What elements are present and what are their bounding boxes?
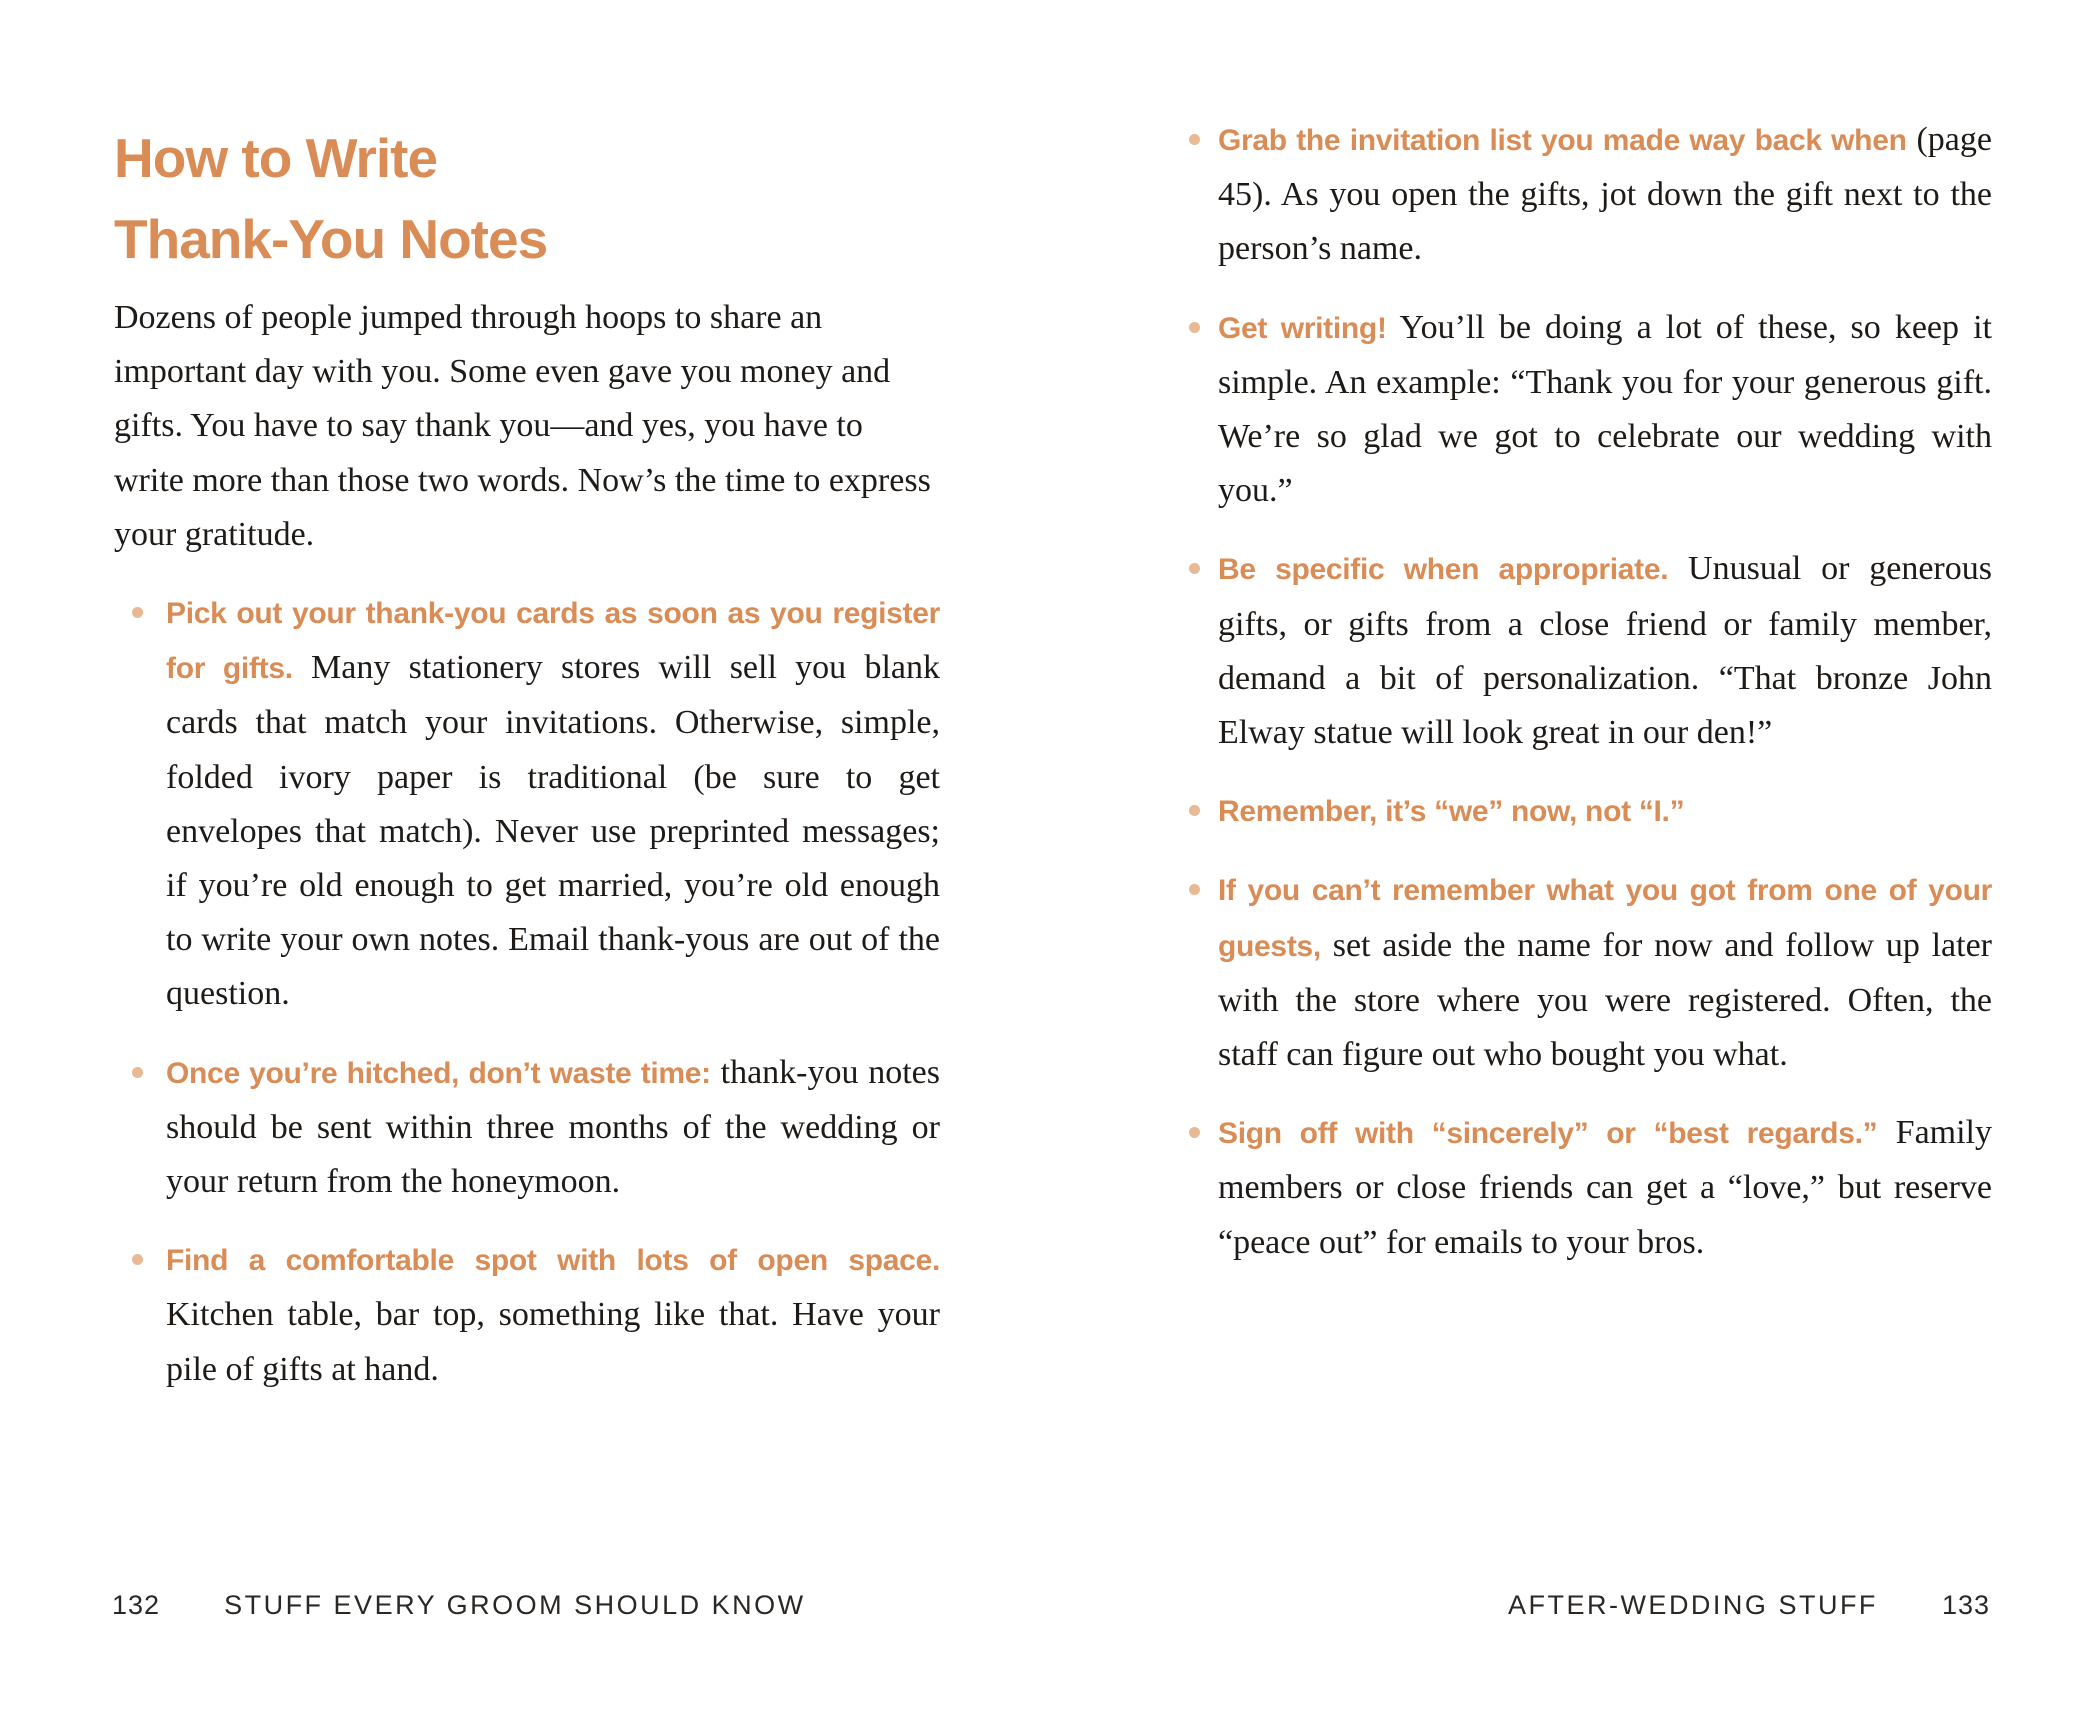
running-head: STUFF EVERY GROOM SHOULD KNOW: [224, 1590, 806, 1620]
bullet-icon: [132, 1067, 143, 1078]
tip-lead: Pick out your thank-you cards as soon as you register for gifts.: [166, 597, 940, 686]
section-title: [114, 118, 934, 280]
right-page-footer: [1508, 1588, 1990, 1622]
page-number: 133: [1941, 1590, 1990, 1620]
tip-lead: If you can’t remember what you got from one of your guests,: [1218, 874, 1992, 963]
tip-lead: Once you’re hitched, don’t waste time:: [166, 1056, 711, 1090]
list-item: [1189, 542, 1992, 760]
bullet-icon: [1189, 1127, 1200, 1138]
left-page-footer: [112, 1588, 806, 1622]
list-item: [114, 1046, 940, 1210]
tip-text: Many stationery stores will sell you blank cards that match your invitations. Otherwise, simple, folded ivory paper is traditional (be sure to get envelopes that match). Never use preprinted messages; if you’re old enough to get married, you’re old enough to write your own notes. Email thank-yous are out of the question.: [166, 649, 940, 1013]
tip-text: (page 45). As you open the gifts, jot down the gift next to the person’s name.: [1218, 121, 1992, 268]
tip-lead: Be specific when appropriate.: [1218, 553, 1669, 587]
list-item: [1189, 863, 1992, 1082]
bullet-icon: [132, 1254, 143, 1265]
tip-lead: Find a comfortable spot with lots of open space.: [166, 1244, 940, 1278]
tip-lead: Grab the invitation list you made way back when: [1218, 124, 1907, 157]
tip-lead: Sign off with “sincerely” or “best regards.”: [1218, 1117, 1878, 1151]
intro-paragraph: Dozens of people jumped through hoops to share an important day with you. Some even gave you money and gifts. You have to say thank you—and yes, you have to write more than those two words. Now’s the time to express your gratitude.: [114, 299, 931, 553]
tip-text: Family members or close friends can get a “love,” but reserve “peace out” for emails to your bros.: [1218, 1114, 1992, 1261]
tip-text: Kitchen table, bar top, something like that. Have your pile of gifts at hand.: [166, 1296, 940, 1388]
tip-text: Unusual or generous gifts, or gifts from a close friend or family member, demand a bit of personalization. “That bronze John Elway statue will look great in our den!”: [1218, 550, 1992, 752]
running-head: AFTER-WEDDING STUFF: [1507, 1590, 1878, 1620]
list-item: [1189, 1106, 1992, 1270]
list-item: [1189, 301, 1992, 519]
title-line-2: Thank-You Notes: [114, 208, 548, 270]
bullet-icon: [132, 607, 143, 618]
bullet-icon: [1189, 563, 1200, 574]
tip-text: set aside the name for now and follow up later with the store where you were registered. Often, the staff can figure out who bought you what.: [1218, 926, 1992, 1074]
tips-list-left: [114, 586, 940, 1397]
bullet-icon: [1189, 805, 1200, 816]
tip-text: thank-you notes should be sent within three months of the wedding or your return from the honeymoon.: [166, 1053, 940, 1201]
tip-lead: Get writing!: [1218, 311, 1387, 345]
tips-list-right: [1189, 113, 1992, 1270]
bullet-icon: [1189, 884, 1200, 895]
list-item: [114, 1233, 940, 1397]
list-item: [1189, 784, 1992, 839]
tip-lead: Remember, it’s “we” now, not “I.”: [1218, 795, 1685, 829]
page-number: 132: [112, 1590, 161, 1620]
list-item: [1189, 113, 1992, 277]
list-item: [114, 586, 940, 1022]
bullet-icon: [1189, 134, 1200, 145]
bullet-icon: [1189, 322, 1200, 333]
title-line-1: How to Write: [114, 127, 438, 189]
tip-text: You’ll be doing a lot of these, so keep it simple. An example: “Thank you for your generous gift. We’re so glad we got to celebrate our wedding with you.”: [1218, 308, 1992, 510]
